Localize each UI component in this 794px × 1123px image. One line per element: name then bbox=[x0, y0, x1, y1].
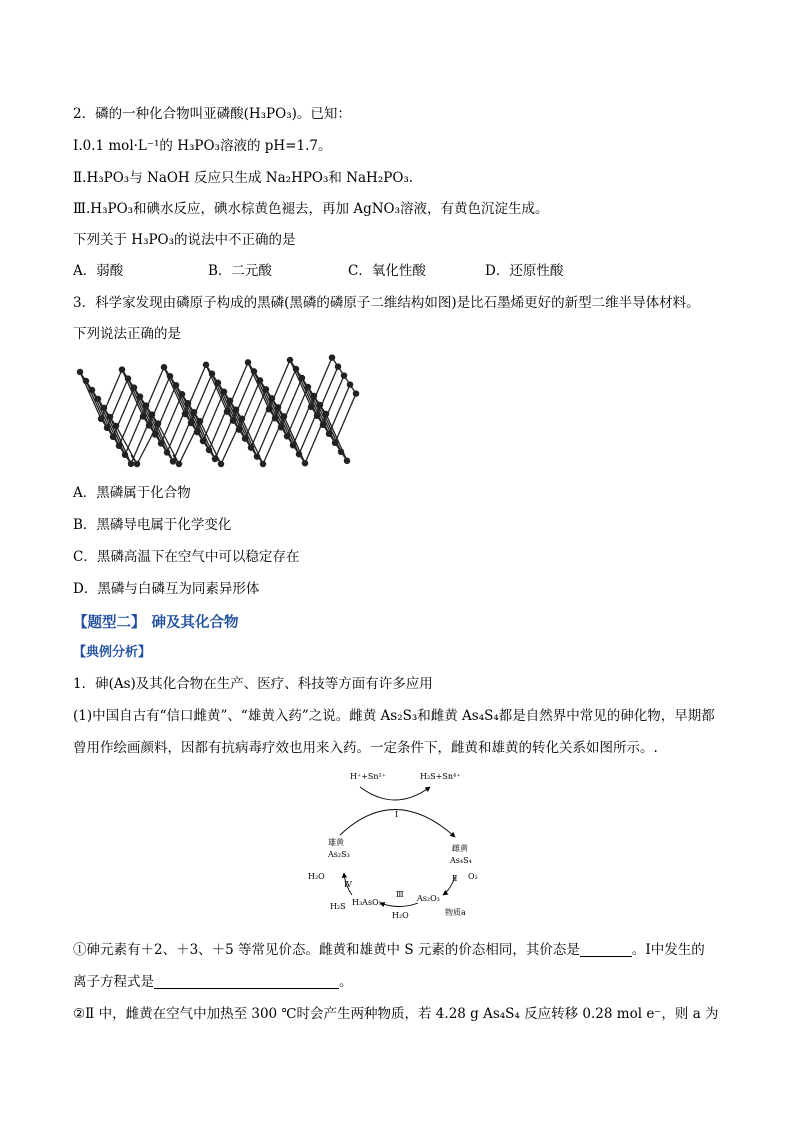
q1-sub1-line1-text-a: ①砷元素有＋2、＋3、＋5 等常见价态。雌黄和雄黄中 S 元素的价态相同，其价态是 bbox=[73, 942, 580, 958]
section-heading bbox=[73, 611, 239, 632]
q3-option-b: B．黑磷导电属于化学变化 bbox=[73, 517, 232, 533]
diagram-left-name: 雄黄 bbox=[328, 838, 344, 847]
q3-option-c: C．黑磷高温下在空气中可以稳定存在 bbox=[73, 549, 300, 565]
q2-condition-3: Ⅲ.H₃PO₃和碘水反应，碘水棕黄色褪去，再加 AgNO₃溶液，有黄色沉淀生成。 bbox=[73, 201, 549, 217]
q2-question: 下列关于 H₃PO₃的说法中不正确的是 bbox=[73, 232, 296, 248]
diagram-h3aso3: H₃AsO₃ bbox=[352, 898, 382, 907]
diagram-h2o-bottom: H₂O bbox=[392, 911, 409, 920]
diagram-h2o-left: H₂O bbox=[308, 872, 325, 881]
q2-option-d: D．还原性酸 bbox=[485, 263, 564, 279]
q2-condition-1: Ⅰ.0.1 mol·L⁻¹的 H₃PO₃溶液的 pH=1.7。 bbox=[73, 138, 332, 154]
q2-option-c: C．氧化性酸 bbox=[348, 263, 426, 279]
q2-stem: 2．磷的一种化合物叫亚磷酸(H₃PO₃)。已知： bbox=[73, 106, 351, 122]
diagram-left-formula: As₂S₃ bbox=[328, 850, 350, 859]
lattice-cross-bond bbox=[338, 367, 344, 376]
diagram-top-right: H₂S+Sn⁴⁺ bbox=[420, 772, 461, 781]
q1-part1-line1: (1)中国自古有“信口雌黄”、“雄黄入药”之说。雌黄 As₂S₃和雌黄 As₄S₄都是自然界中常见的砷化物，早期都 bbox=[73, 708, 715, 724]
q3-question: 下列说法正确的是 bbox=[73, 326, 181, 342]
puckered-layer-drawing bbox=[77, 355, 358, 467]
diagram-roman-3: Ⅲ bbox=[396, 890, 404, 899]
arrow-process-3 bbox=[380, 903, 418, 907]
q2-condition-2: Ⅱ.H₃PO₃与 NaOH 反应只生成 Na₂HPO₃和 NaH₂PO₃. bbox=[73, 170, 414, 186]
q2-option-b: B．二元酸 bbox=[208, 263, 272, 279]
diagram-h2s-left: H₂S bbox=[330, 902, 346, 911]
q3-option-d: D．黑磷与白磷互为同素异形体 bbox=[73, 581, 260, 597]
lattice-cross-bond bbox=[344, 376, 350, 385]
q1-sub1-line2 bbox=[73, 972, 353, 992]
q1-sub1-line1-text-b: 。Ⅰ中发生的 bbox=[631, 942, 705, 958]
section-title: 砷及其化合物 bbox=[151, 615, 239, 631]
q1-part1-line2: 曾用作绘画颜料，因都有抗病毒疗效也用来入药。一定条件下，雌黄和雄黄的转化关系如图所示。. bbox=[73, 740, 658, 756]
diagram-right-formula: As₄S₄ bbox=[450, 856, 472, 865]
example-analysis-label: 【典例分析】 bbox=[73, 645, 152, 660]
answer-blank-ionic-equation[interactable] bbox=[154, 974, 339, 989]
realgar-orpiment-conversion-diagram bbox=[300, 765, 500, 925]
q1-sub1-line2-text-b: 。 bbox=[339, 974, 353, 990]
q3-stem: 3．科学家发现由磷原子构成的黑磷(黑磷的磷原子二维结构如图)是比石墨烯更好的新型二维半导体材料。 bbox=[73, 295, 700, 311]
arrow-top-reagents bbox=[360, 787, 430, 800]
diagram-o2: O₂ bbox=[468, 872, 478, 881]
diagram-top-left: H⁺+Sn²⁺ bbox=[350, 772, 386, 781]
q1-sub2-line: ②Ⅱ 中，雌黄在空气中加热至 300 ℃时会产生两种物质，若 4.28 g As₄S₄ 反应转移 0.28 mol e⁻，则 a 为 bbox=[73, 1006, 719, 1022]
diagram-substance-a: 物质a bbox=[445, 908, 466, 917]
answer-blank-sulfur-valence[interactable] bbox=[580, 942, 632, 957]
diagram-roman-2: Ⅱ bbox=[452, 874, 458, 883]
section-bracket: 【题型二】 bbox=[73, 615, 146, 631]
diagram-roman-1: Ⅰ bbox=[395, 810, 399, 819]
lattice-cross-bond bbox=[332, 358, 338, 367]
q1-sub1-line1 bbox=[73, 940, 705, 960]
q1-stem: 1．砷(As)及其化合物在生产、医疗、科技等方面有许多应用 bbox=[73, 676, 433, 692]
q1-sub1-line2-text-a: 离子方程式是 bbox=[73, 974, 154, 990]
q2-option-a: A．弱酸 bbox=[73, 263, 124, 279]
q3-option-a: A．黑磷属于化合物 bbox=[73, 485, 191, 501]
black-phosphorus-structure-figure bbox=[72, 352, 364, 470]
diagram-right-name: 雌黄 bbox=[452, 844, 468, 853]
diagram-as2o3: As₂O₃ bbox=[417, 894, 440, 903]
diagram-roman-4: Ⅳ bbox=[344, 880, 352, 889]
lattice-cross-bond bbox=[350, 385, 356, 394]
